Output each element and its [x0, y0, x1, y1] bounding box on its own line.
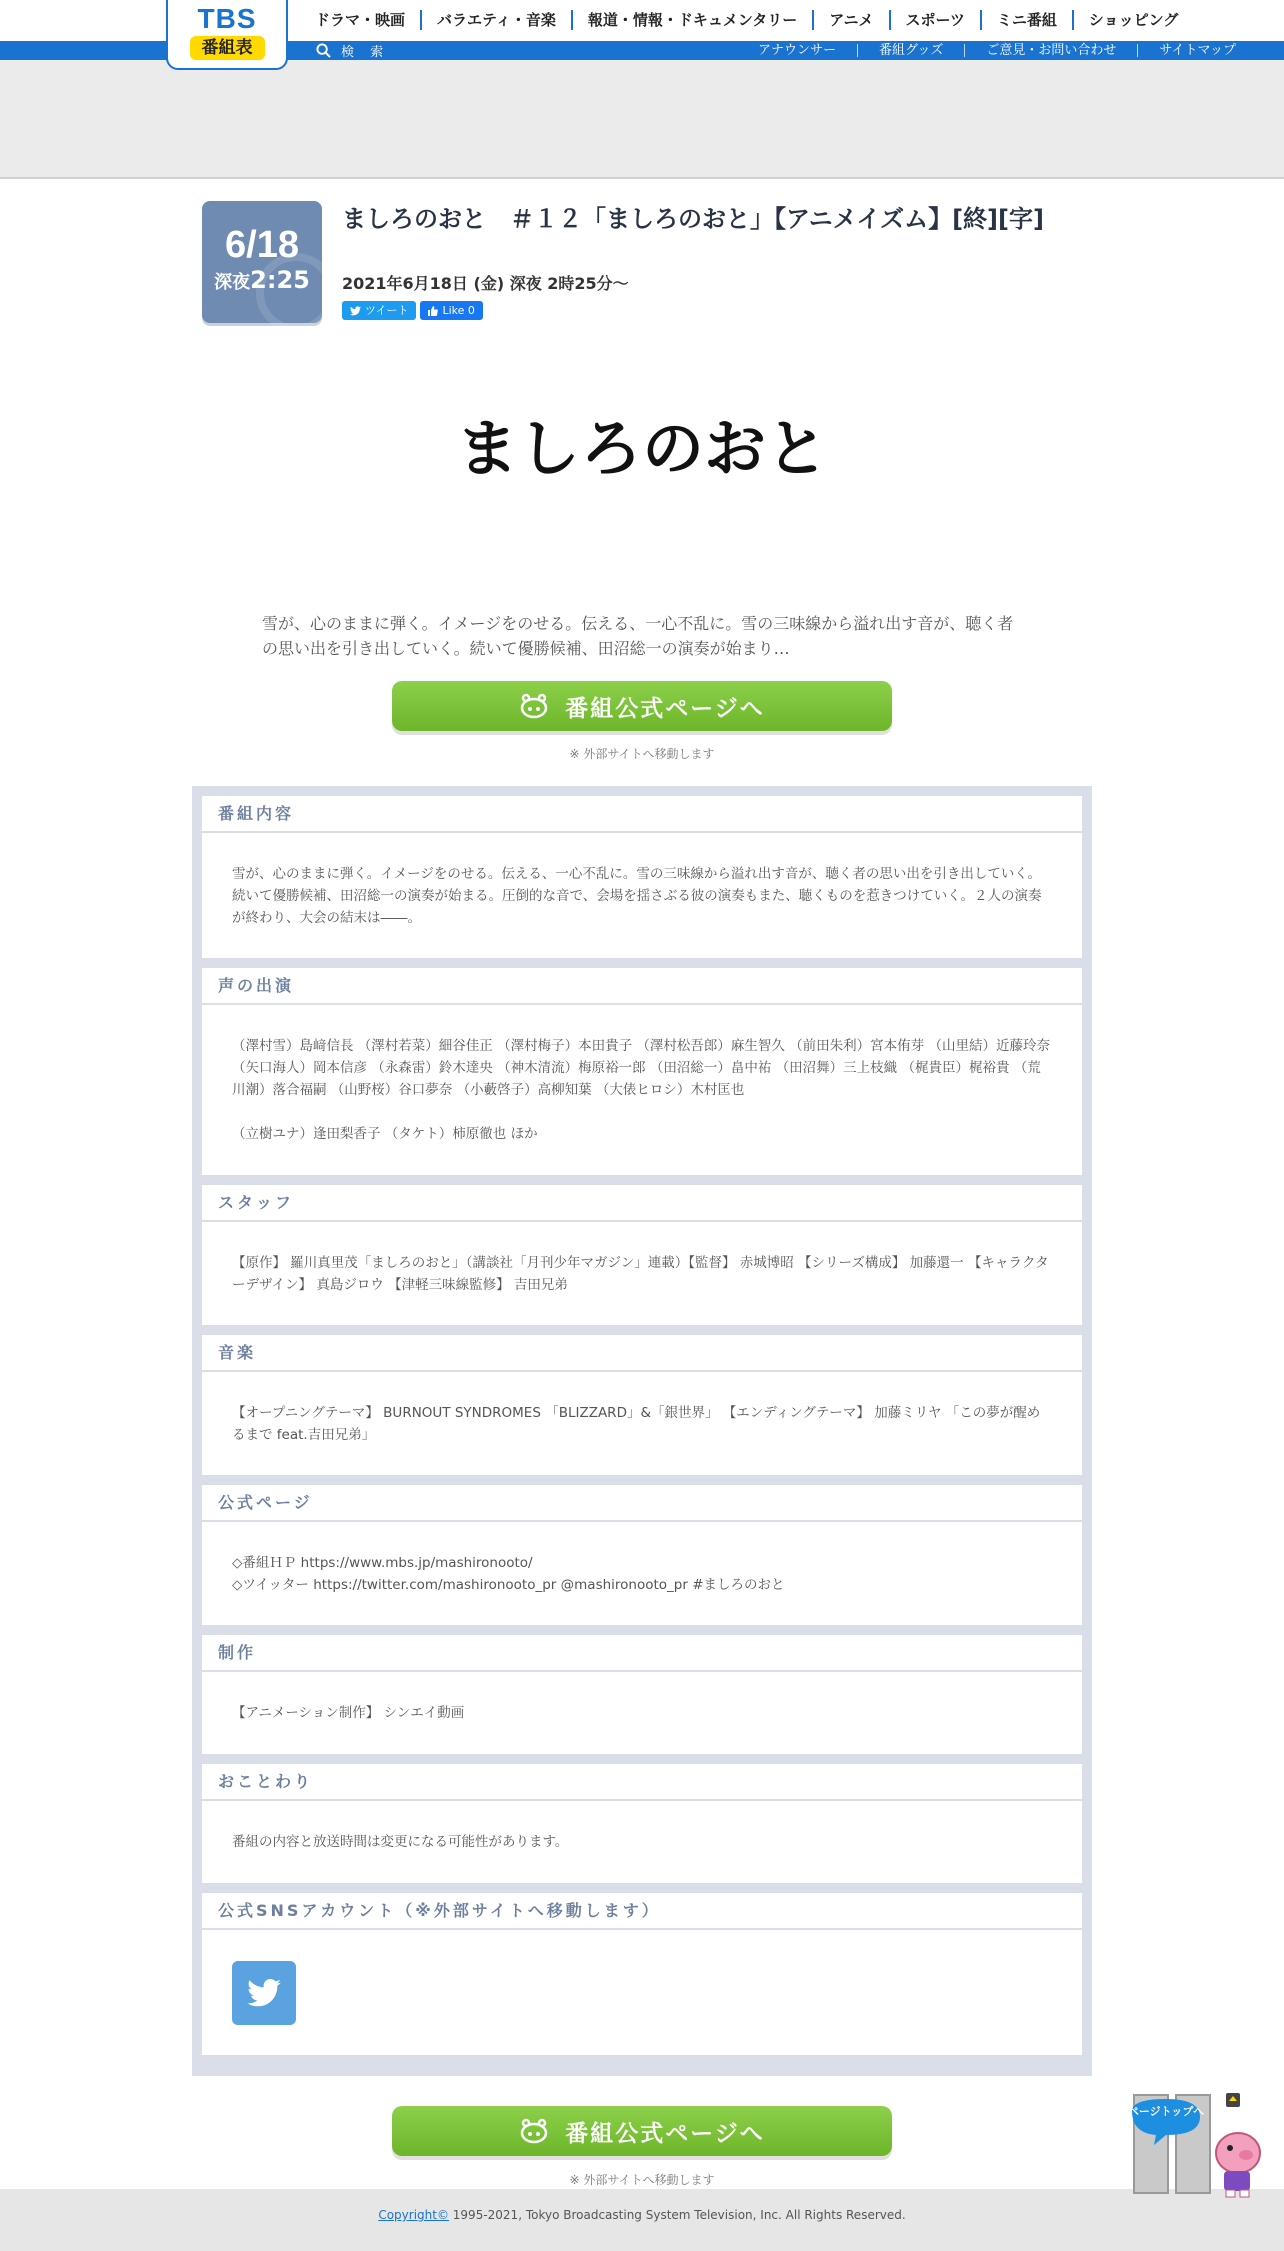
- official-page-button-bottom[interactable]: [392, 2106, 892, 2156]
- link-announcers[interactable]: アナウンサー: [758, 43, 837, 58]
- notice-text: 番組の内容と放送時間は変更になる可能性があります。: [232, 1834, 569, 1850]
- show-title-logo: [0, 400, 1284, 500]
- logo-tbs-text: TBS: [197, 3, 257, 34]
- section-official-heading: 公式ページ: [202, 1485, 1082, 1522]
- cast-text-main: （澤村雪）島﨑信長 （澤村若菜）細谷佳正 （澤村梅子）本田貴子 （澤村松吾郎）麻生智久 （前田朱利）宮本侑芽 （山里結）近藤玲奈 （矢口海人）岡本信彦 （永森雷）鈴木達央 （神木清流）梅原裕一郎 （田沼総一）畠中祐 （田沼舞）三上枝織 （梶貴臣）梶裕貴 （荒川潮）落合福嗣 （山野桜）谷口夢奈 （小藪啓子）高柳知葉 （大俵ヒロシ）木村匡也: [232, 1038, 1050, 1098]
- twitter-account-button[interactable]: [232, 1961, 296, 2025]
- thumbs-up-icon: [428, 306, 438, 316]
- section-staff: [202, 1185, 1082, 1325]
- site-footer: [0, 2189, 1284, 2251]
- show-logo-text: ましろのおと: [455, 412, 829, 485]
- link-contact[interactable]: ご意見・お問い合わせ: [964, 44, 1137, 57]
- broadcast-date-badge: [202, 201, 322, 323]
- section-music-body: [202, 1372, 1082, 1475]
- section-cast: [202, 968, 1082, 1175]
- section-music: [202, 1335, 1082, 1475]
- section-cast-heading: 声の出演: [202, 968, 1082, 1005]
- production-text: 【アニメーション制作】 シンエイ動画: [232, 1705, 465, 1721]
- share-buttons: [342, 301, 483, 320]
- section-production-body: [202, 1672, 1082, 1754]
- section-production-heading: 制作: [202, 1635, 1082, 1672]
- category-nav: [300, 0, 1193, 40]
- official-page-button[interactable]: [392, 681, 892, 731]
- copyright-link[interactable]: Copyright©: [378, 2208, 449, 2222]
- cast-text-extra: （立樹ユナ）逢田梨香子 （タケト）柿原徹也 ほか: [232, 1126, 538, 1142]
- page-top-button[interactable]: [1127, 2093, 1260, 2198]
- twitter-bird-icon: [247, 1979, 281, 2007]
- ad-banner-area: [0, 60, 1284, 179]
- mashironooto-logo-image: [455, 400, 829, 500]
- link-goods[interactable]: 番組グッズ: [857, 44, 964, 57]
- nav-drama-movie[interactable]: ドラマ・映画: [315, 11, 406, 29]
- like-label: Like 0: [442, 304, 475, 317]
- music-text: 【オープニングテーマ】 BURNOUT SYNDROMES 「BLIZZARD」&「銀世界」 【エンディングテーマ】 加藤ミリヤ 「この夢が醒めるまで feat.吉田兄弟」: [232, 1404, 1041, 1443]
- broadcast-time: [202, 265, 322, 298]
- section-official: [202, 1485, 1082, 1625]
- program-synopsis: 雪が、心のままに弾く。イメージをのせる。伝える、一心不乱に。雪の三味線から溢れ出す音が、聴く者の思い出を引き出していく。続いて優勝候補、田沼総一の演奏が始まり…: [262, 614, 1014, 658]
- facebook-like-button[interactable]: [420, 301, 482, 320]
- broadcast-day: 6/18: [225, 224, 299, 266]
- nav-news-documentary[interactable]: 報道・情報・ドキュメンタリー: [571, 10, 812, 30]
- official-twitter-line[interactable]: ◇ツイッター https://twitter.com/mashironooto_pr @mashironooto_pr #ましろのおと: [232, 1576, 785, 1593]
- section-staff-body: [202, 1222, 1082, 1325]
- section-content: [202, 796, 1082, 958]
- program-info-panel: [192, 786, 1092, 2076]
- broadcast-time-value: 2:25: [250, 266, 310, 294]
- nav-mini-program[interactable]: ミニ番組: [980, 10, 1072, 30]
- section-notice-heading: おことわり: [202, 1764, 1082, 1801]
- content-text: 雪が、心のままに弾く。イメージをのせる。伝える、一心不乱に。雪の三味線から溢れ出す音が、聴く者の思い出を引き出していく。続いて優勝候補、田沼総一の演奏が始まる。圧倒的な音で、会場を揺さぶる彼の演奏もまた、聴くものを惹きつけていく。２人の演奏が終わり、大会の結末は――。: [232, 865, 1042, 926]
- section-notice: [202, 1764, 1082, 1883]
- nav-sports[interactable]: スポーツ: [889, 10, 980, 30]
- broadcast-time-prefix: 深夜: [214, 272, 251, 293]
- search-button[interactable]: [316, 41, 389, 60]
- section-production: [202, 1635, 1082, 1754]
- program-datetime: 2021年6月18日 (金) 深夜 2時25分〜: [342, 274, 629, 293]
- section-cast-body: [202, 1005, 1082, 1175]
- site-header: [0, 0, 1284, 60]
- section-staff-heading: スタッフ: [202, 1185, 1082, 1222]
- link-sitemap[interactable]: サイトマップ: [1137, 44, 1257, 57]
- mascot-face-icon: [519, 693, 549, 719]
- mascot-face-icon: [519, 2118, 549, 2144]
- search-icon: [316, 43, 331, 58]
- tweet-button[interactable]: [342, 301, 416, 320]
- nav-shopping[interactable]: ショッピング: [1072, 10, 1193, 30]
- section-sns-body: [202, 1930, 1082, 2055]
- search-label: 検 索: [341, 45, 390, 60]
- staff-text: 【原作】 羅川真里茂「ましろのおと」（講談社「月刊少年マガジン」連載）【監督】 赤城博昭 【シリーズ構成】 加藤還一 【キャラクターデザイン】 真島ジロウ 【津軽三味線監修】 吉田兄弟: [232, 1254, 1049, 1293]
- nav-variety-music[interactable]: バラエティ・音楽: [420, 10, 571, 30]
- official-page-label: 番組公式ページへ: [565, 695, 765, 722]
- pagetop-mascot-icon: [1127, 2093, 1260, 2198]
- external-site-note-bottom: ※ 外部サイトへ移動します: [569, 2173, 715, 2187]
- tweet-label: ツイート: [365, 304, 409, 317]
- twitter-bird-icon: [350, 306, 361, 316]
- pagetop-label: ページトップへ: [1127, 2105, 1205, 2118]
- section-music-heading: 音楽: [202, 1335, 1082, 1372]
- section-notice-body: [202, 1801, 1082, 1883]
- program-title: ましろのおと ＃１２「ましろのおと」【アニメイズム】[終][字]: [342, 205, 1044, 233]
- section-content-body: [202, 833, 1082, 958]
- official-hp-line[interactable]: ◇番組ＨＰ https://www.mbs.jp/mashironooto/: [232, 1554, 533, 1571]
- section-official-body: [202, 1522, 1082, 1625]
- utility-links: [737, 41, 1257, 60]
- external-site-note: ※ 外部サイトへ移動します: [569, 747, 715, 761]
- section-sns-heading: 公式SNSアカウント（※外部サイトへ移動します）: [202, 1893, 1082, 1930]
- tbs-bangumi-logo[interactable]: [166, 0, 288, 70]
- logo-bangumi-text: 番組表: [190, 36, 265, 60]
- official-page-label-bottom: 番組公式ページへ: [565, 2120, 765, 2147]
- section-content-heading: 番組内容: [202, 796, 1082, 833]
- section-sns: [202, 1893, 1082, 2055]
- nav-anime[interactable]: アニメ: [812, 10, 888, 30]
- copyright-text: 1995-2021, Tokyo Broadcasting System Television, Inc. All Rights Reserved.: [448, 2208, 906, 2222]
